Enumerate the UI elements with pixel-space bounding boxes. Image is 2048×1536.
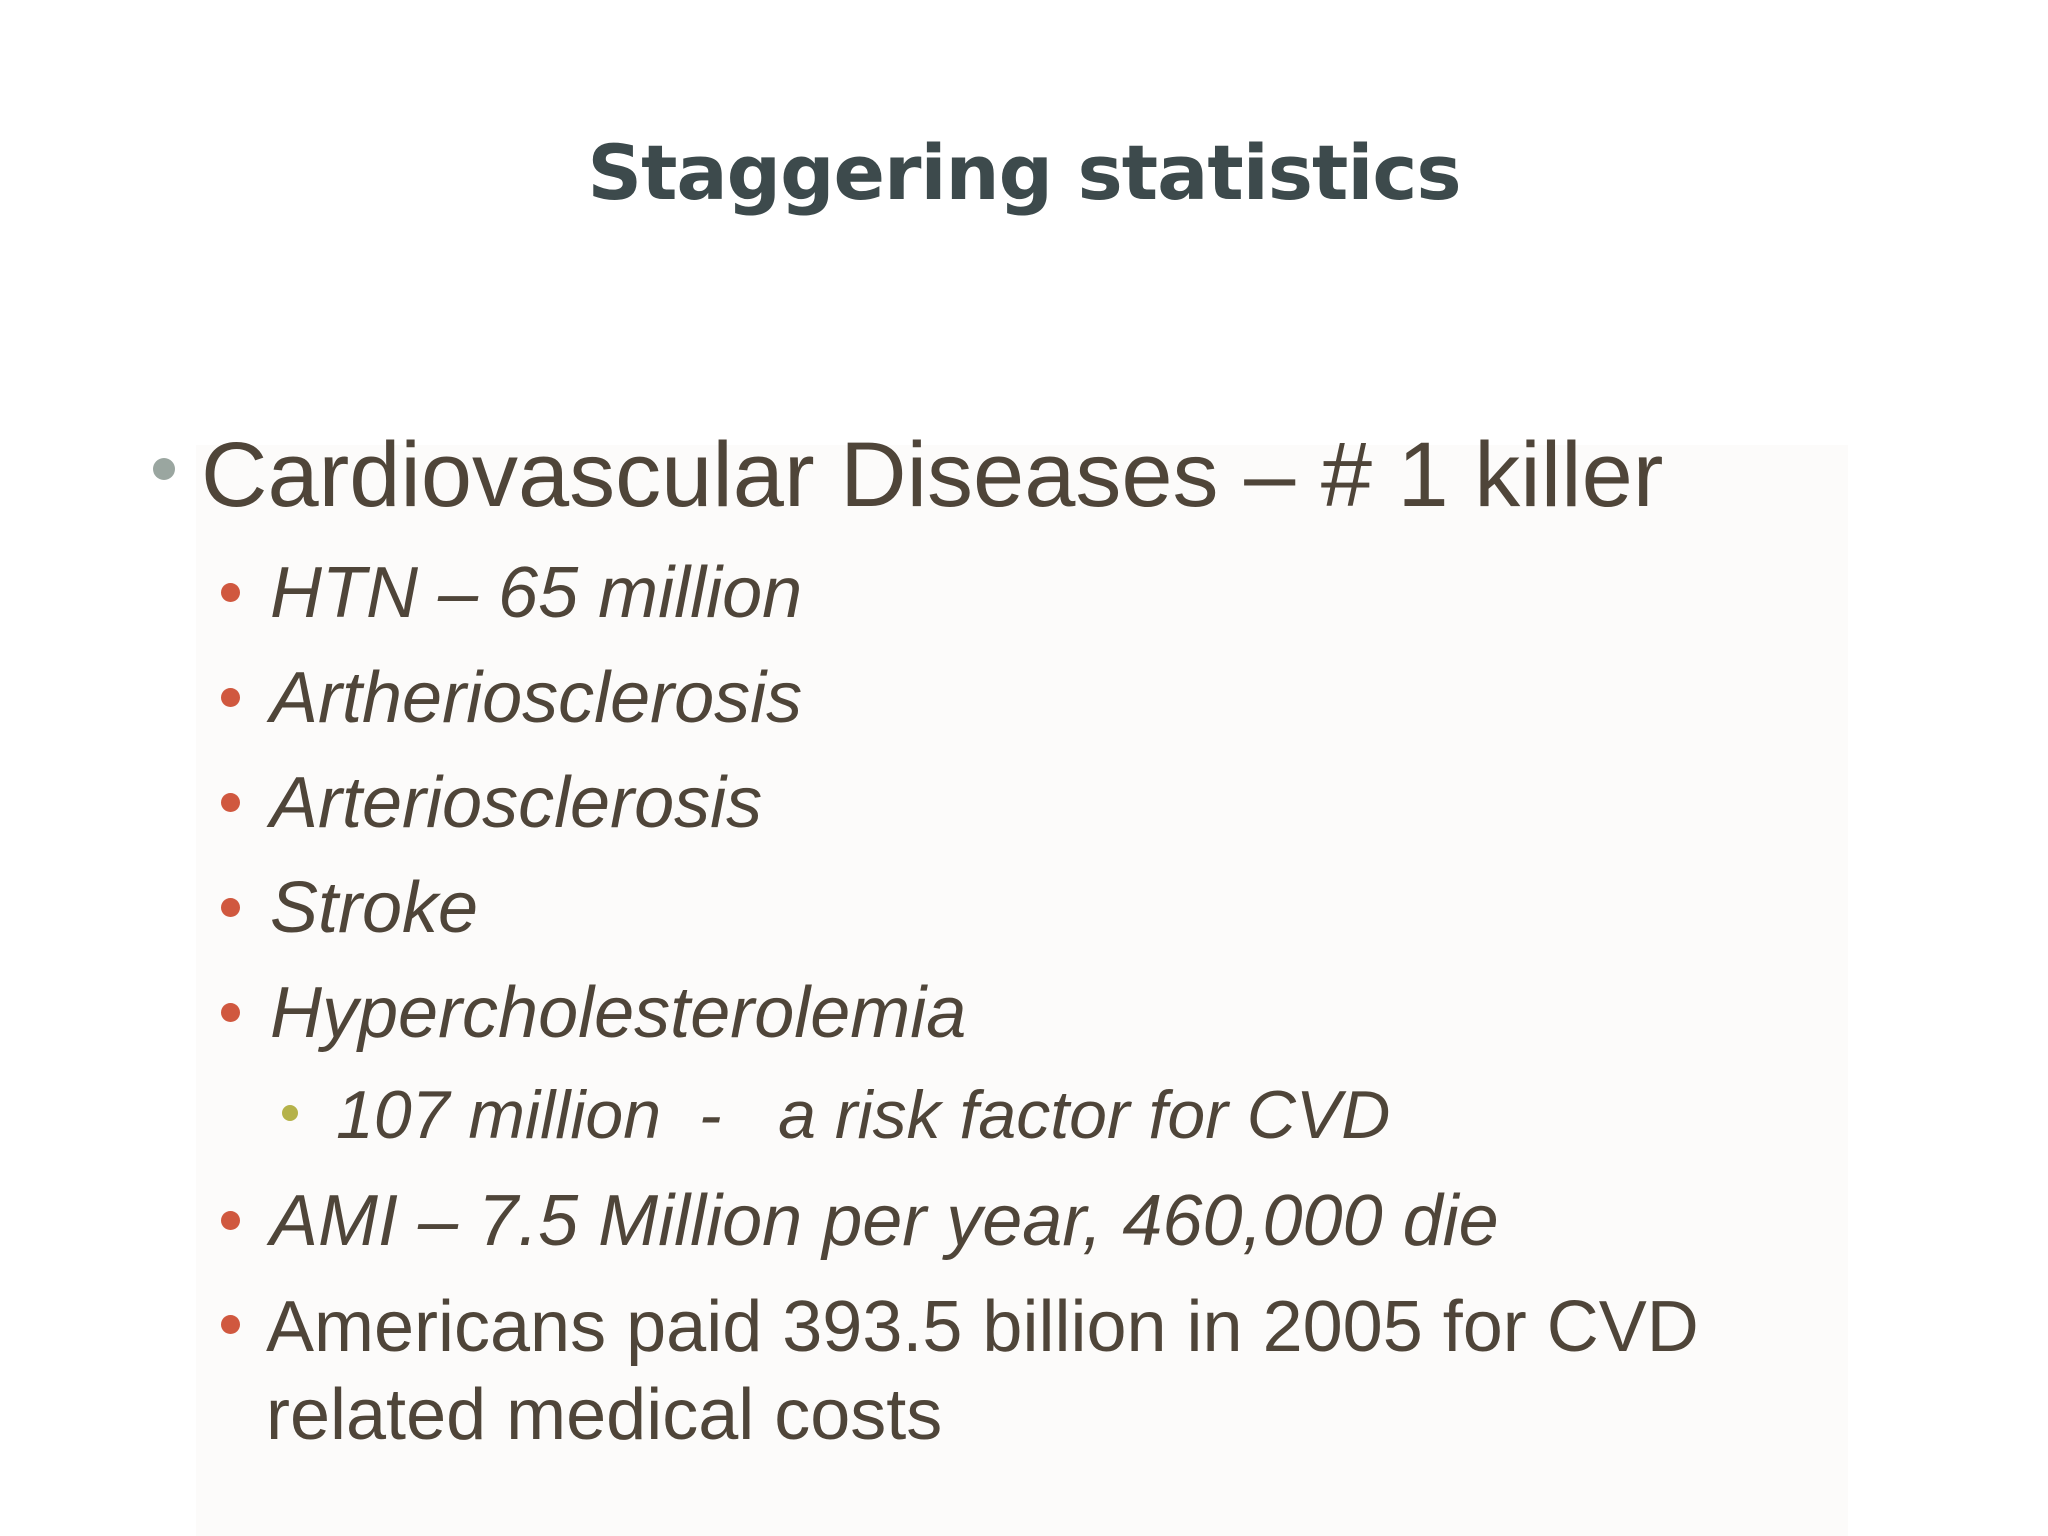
bullet-dot-level1 bbox=[153, 458, 175, 480]
sub-bullet-arteriosclerosis: Arteriosclerosis bbox=[270, 763, 763, 843]
bullet-dot-level2 bbox=[221, 1003, 240, 1022]
bullet-dot-level2 bbox=[221, 583, 240, 602]
bullet-dot-level3 bbox=[282, 1105, 298, 1121]
sub-bullet-stroke: Stroke bbox=[270, 868, 479, 948]
bullet-dot-level2 bbox=[221, 688, 240, 707]
sub-bullet-costs: Americans paid 393.5 billion in 2005 for CVD related medical costs bbox=[266, 1287, 1699, 1455]
sub-bullet-hypercholesterolemia: Hypercholesterolemia bbox=[270, 973, 967, 1053]
nested-bullet-107-million: 107 million - a risk factor for CVD bbox=[336, 1077, 1391, 1153]
main-bullet-text: Cardiovascular Diseases – # 1 killer bbox=[201, 424, 1664, 526]
sub-bullet-htn: HTN – 65 million bbox=[270, 553, 803, 633]
sub-bullet-ami: AMI – 7.5 Million per year, 460,000 die bbox=[270, 1181, 1499, 1261]
bullet-dot-level2 bbox=[221, 793, 240, 812]
sub-bullet-artheriosclerosis: Artheriosclerosis bbox=[270, 658, 803, 738]
slide-title: Staggering statistics bbox=[587, 128, 1461, 217]
bullet-dot-level2 bbox=[221, 898, 240, 917]
bullet-dot-level2 bbox=[221, 1211, 240, 1230]
bullet-dot-level2 bbox=[221, 1315, 240, 1334]
